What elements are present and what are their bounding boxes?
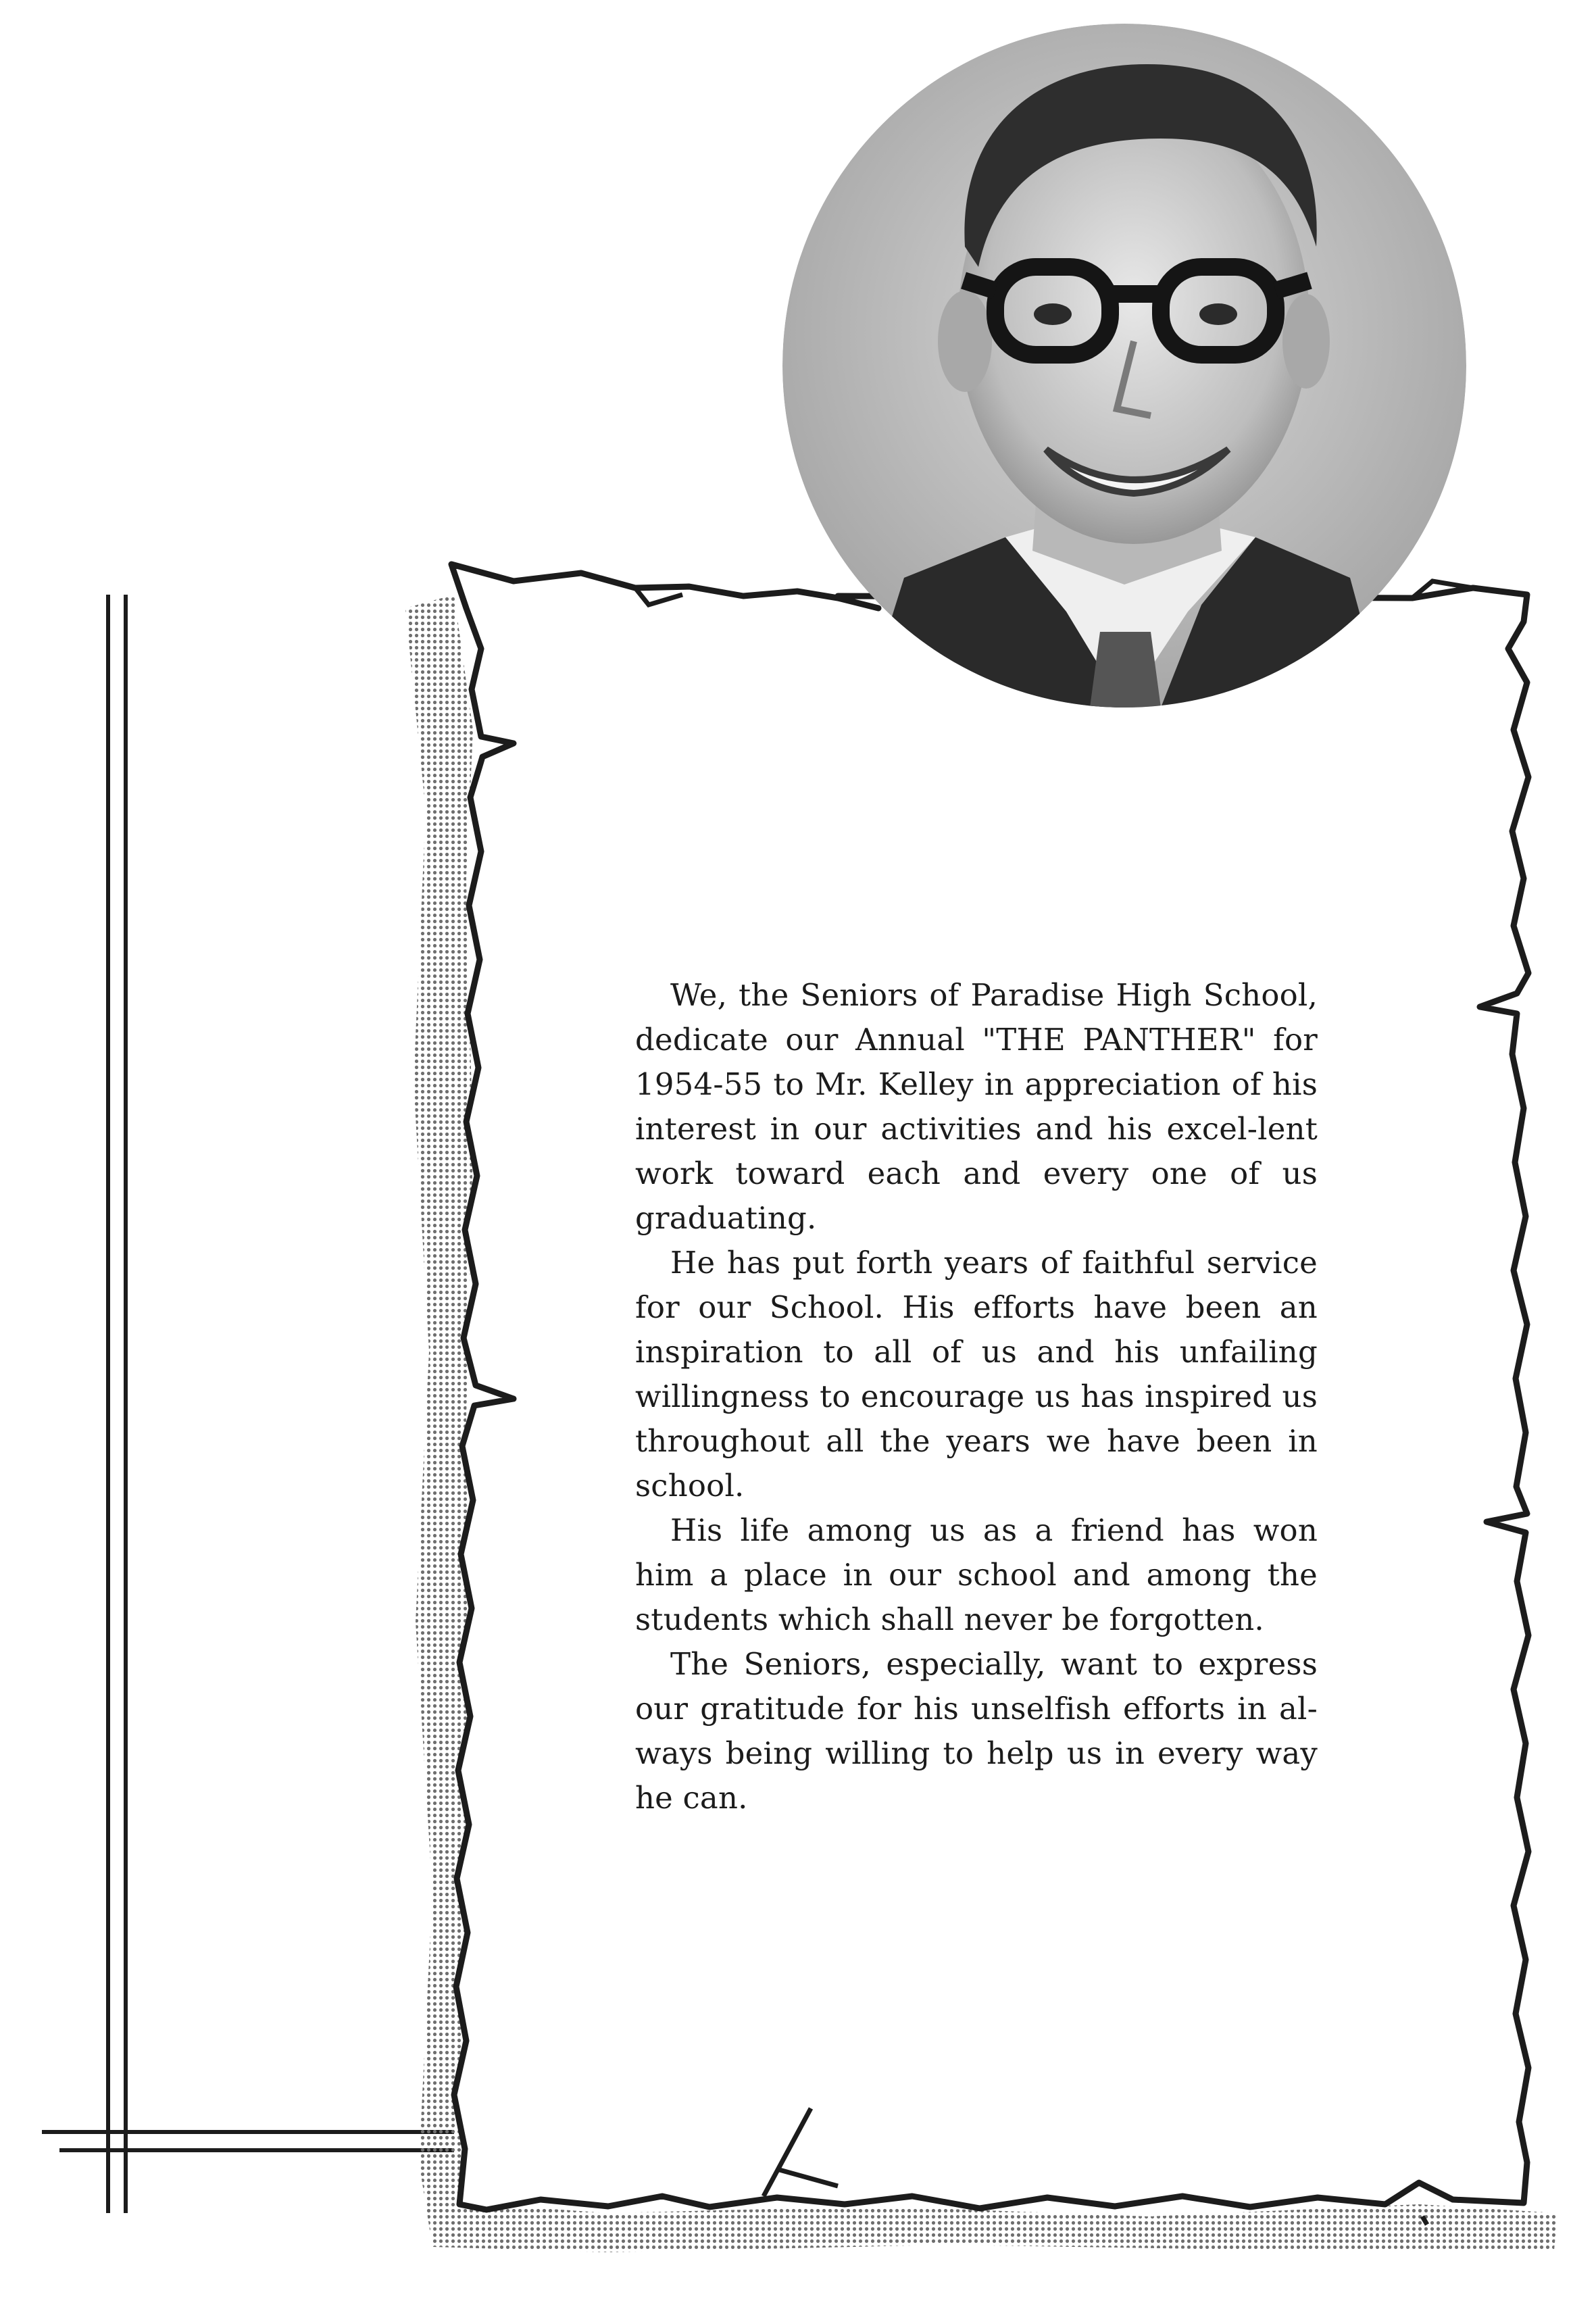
dedication-paragraph-4: The Seniors, especially, want to express our gratitude for his unselfish efforts in al-ways being willing to help us in every way he can. (635, 1646, 1318, 1816)
dedication-paragraph-1: We, the Seniors of Paradise High School, dedicate our Annual "THE PANTHER" for 1954-55 to Mr. Kelley in appreciation of his interest in our activities and his excel-lent work toward each and every one of us graduating. (635, 977, 1318, 1236)
dedication-paragraph-3: His life among us as a friend has won him a place in our school and among the students which shall never be forgotten. (635, 1512, 1318, 1637)
dedication-text (635, 973, 1318, 1820)
portrait-photo-icon (782, 24, 1466, 708)
bottom-double-rule (42, 2132, 454, 2150)
portrait-photo (782, 24, 1466, 708)
left-double-rule (108, 595, 126, 2213)
dedication-paragraph-2: He has put forth years of faithful service for our School. His efforts have been an inspiration to all of us and his unfailing willingness to encourage us has inspired us throughout all the years we have been in school. (635, 1245, 1318, 1504)
